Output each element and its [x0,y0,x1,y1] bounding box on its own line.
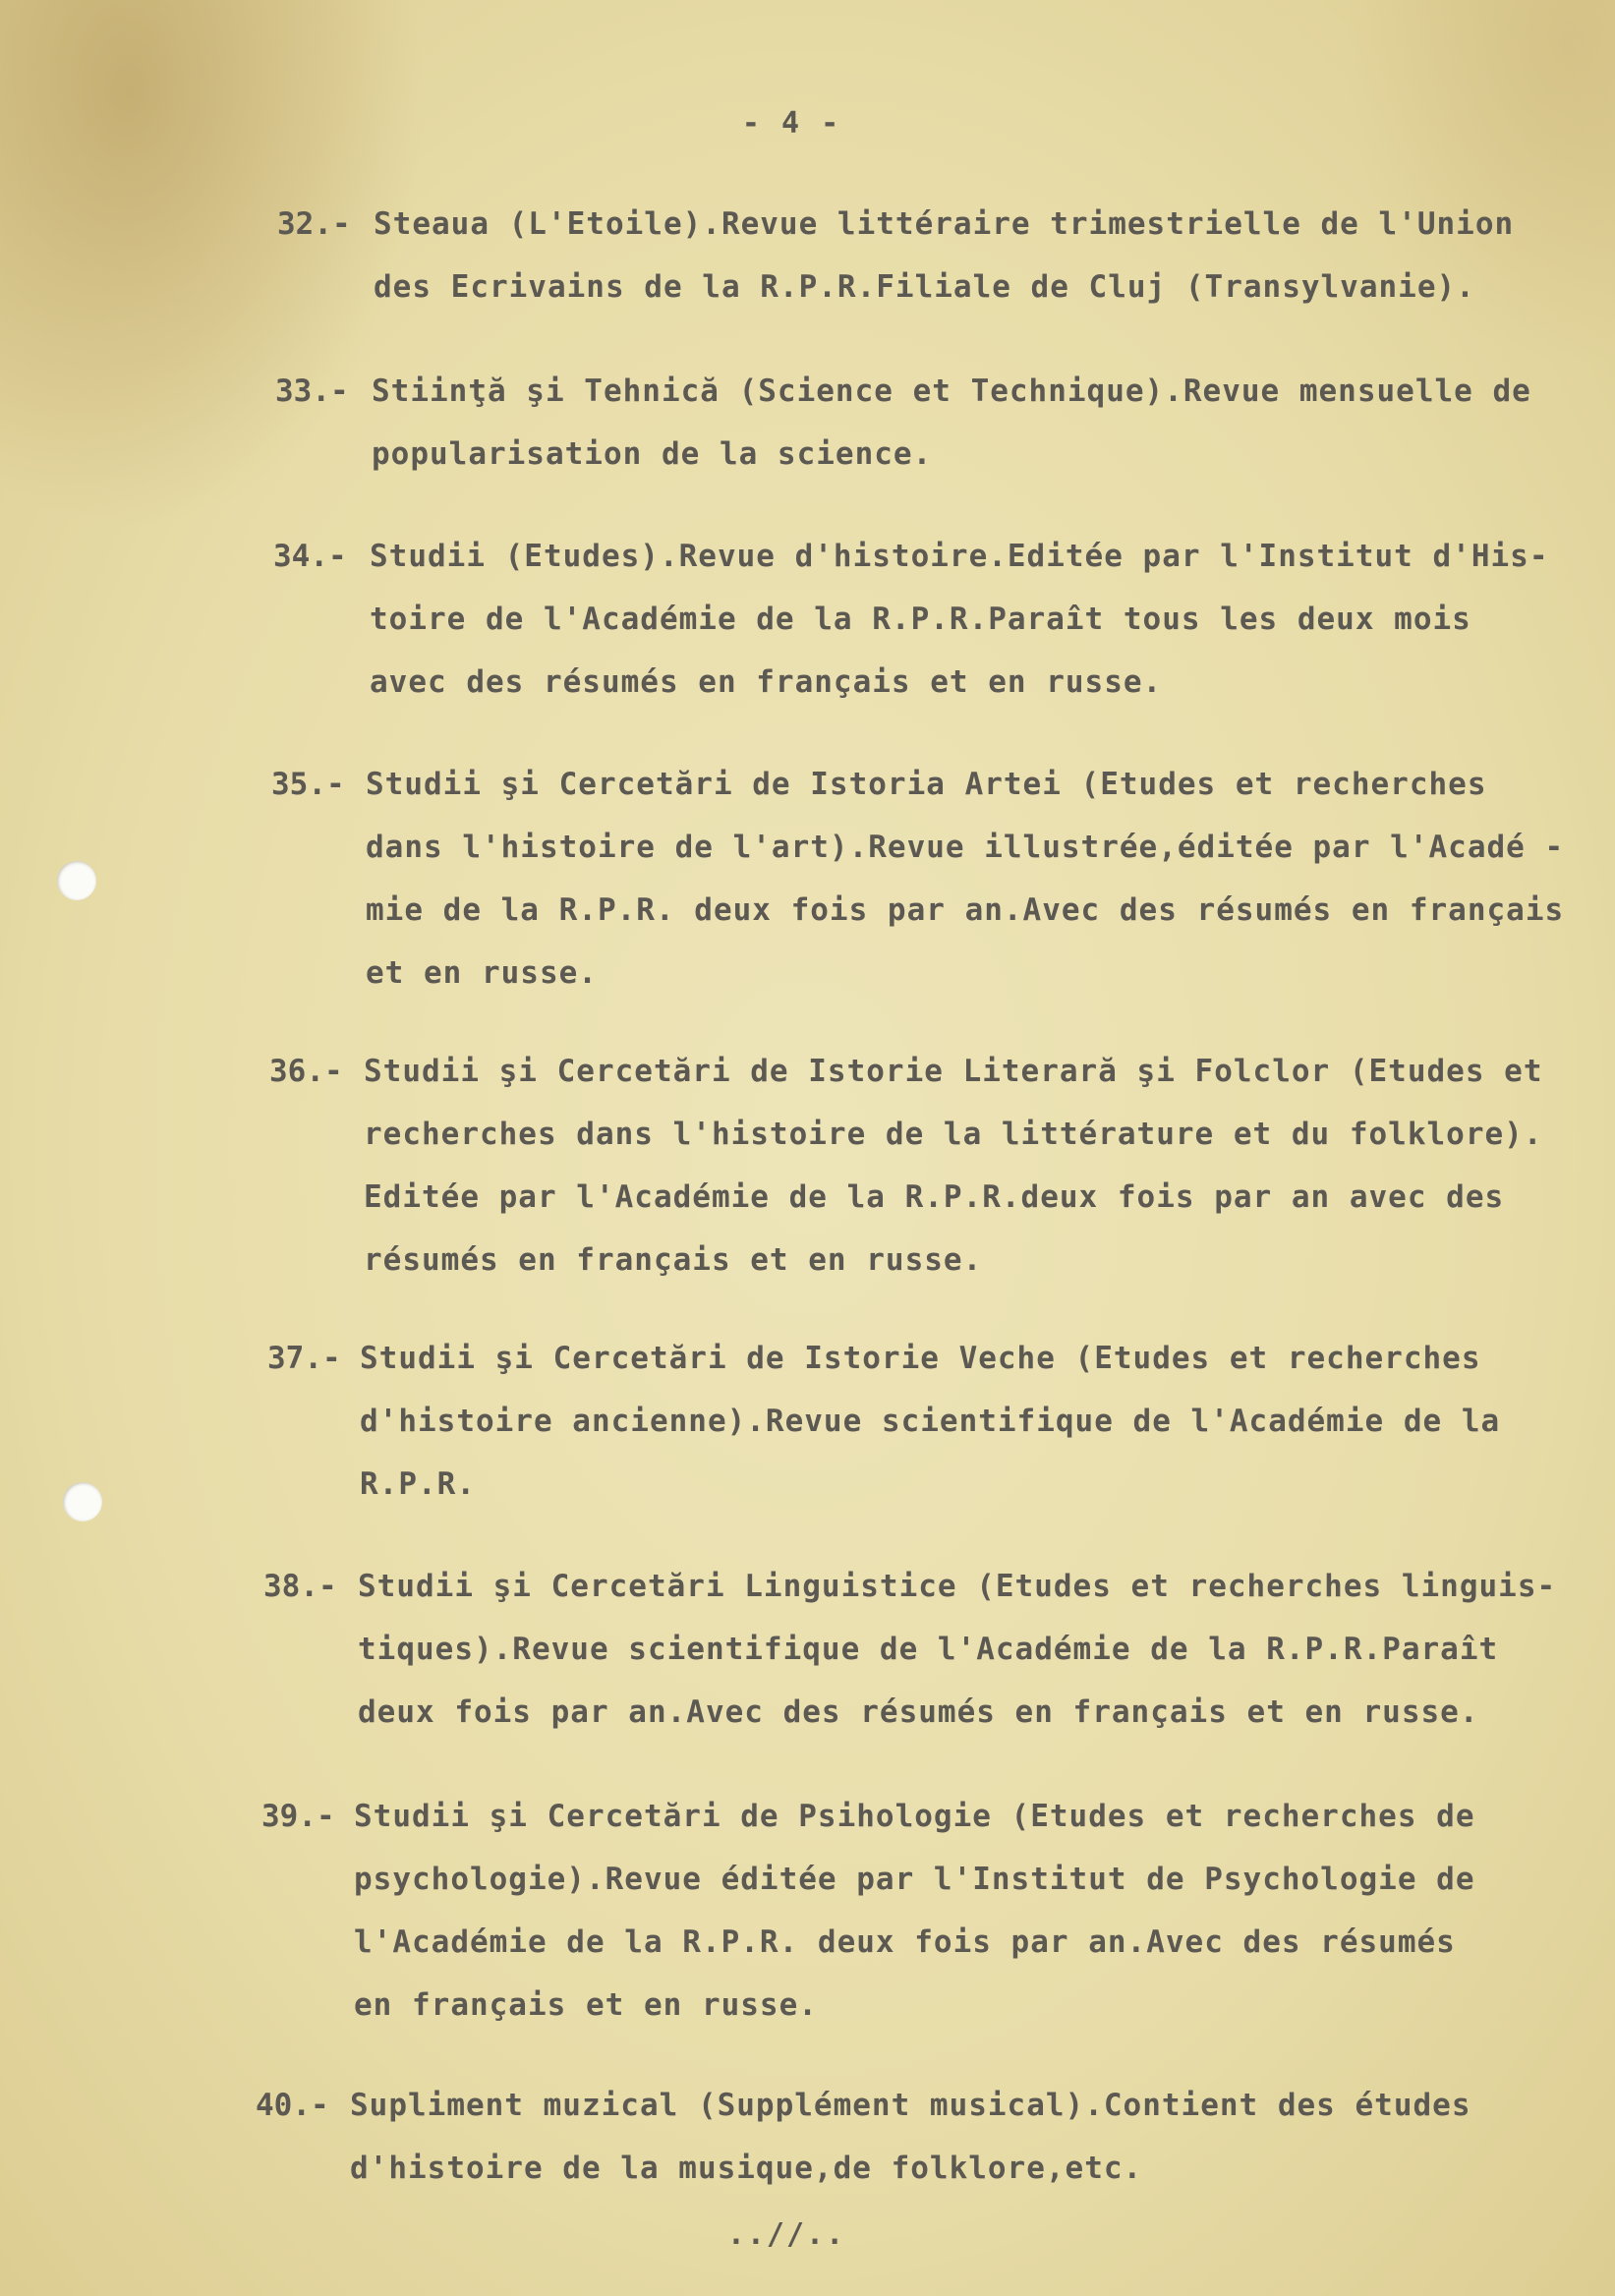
entry-text: Studii şi Cercetări de Istoria Artei (Etudes et recherches dans l'histoire de l'art).Revue illustrée,éditée par l'Acadé - mie de la R.P.R. deux fois par an.Avec des résumés en français et en russe. [366,767,1565,991]
punch-hole-top [57,861,96,900]
entry-number: 39.- [261,1799,335,1834]
punch-hole-bottom [63,1482,102,1521]
entry-text: Studii (Etudes).Revue d'histoire.Editée par l'Institut d'His- toire de l'Académie de la R.P.R.Paraît tous les deux mois avec des résumés en français et en russe. [370,539,1549,700]
entry-number: 40.- [256,2088,329,2123]
continuation-mark: ..//.. [726,2217,846,2252]
entry-number: 38.- [263,1569,337,1604]
entry-number: 32.- [277,206,351,242]
entry-number: 35.- [271,767,345,802]
entry-text: Studii şi Cercetări de Istorie Literară şi Folclor (Etudes et recherches dans l'histoire de la littérature et du folklore). Editée par l'Académie de la R.P.R.deux fois par an avec des résumés en français et en russe. [364,1054,1543,1278]
entry-text: Steaua (L'Etoile).Revue littéraire trimestrielle de l'Union des Ecrivains de la R.P.R.Filiale de Cluj (Transylvanie). [374,206,1515,305]
entry-text: Studii şi Cercetări de Psihologie (Etudes et recherches de psychologie).Revue éditée par l'Institut de Psychologie de l'Académie de la R.P.R. deux fois par an.Avec des résumés en français et en russe. [354,1799,1475,2023]
entry-number: 33.- [275,373,349,409]
entry-text: Studii şi Cercetări de Istorie Veche (Etudes et recherches d'histoire ancienne).Revue scientifique de l'Académie de la R.P.R. [360,1341,1501,1502]
entry-text: Stiinţă şi Tehnică (Science et Technique).Revue mensuelle de popularisation de la science. [372,373,1531,472]
entry-text: Supliment muzical (Supplément musical).Contient des études d'histoire de la musique,de folklore,etc. [350,2088,1471,2186]
entry-number: 36.- [269,1054,343,1089]
entry-number: 34.- [273,539,347,574]
page-number: - 4 - [741,106,841,141]
entry-text: Studii şi Cercetări Linguistice (Etudes et recherches linguis- tiques).Revue scientifique de l'Académie de la R.P.R.Paraît deux fois par an.Avec des résumés en français et en russe. [358,1569,1557,1730]
entry-number: 37.- [267,1341,341,1376]
